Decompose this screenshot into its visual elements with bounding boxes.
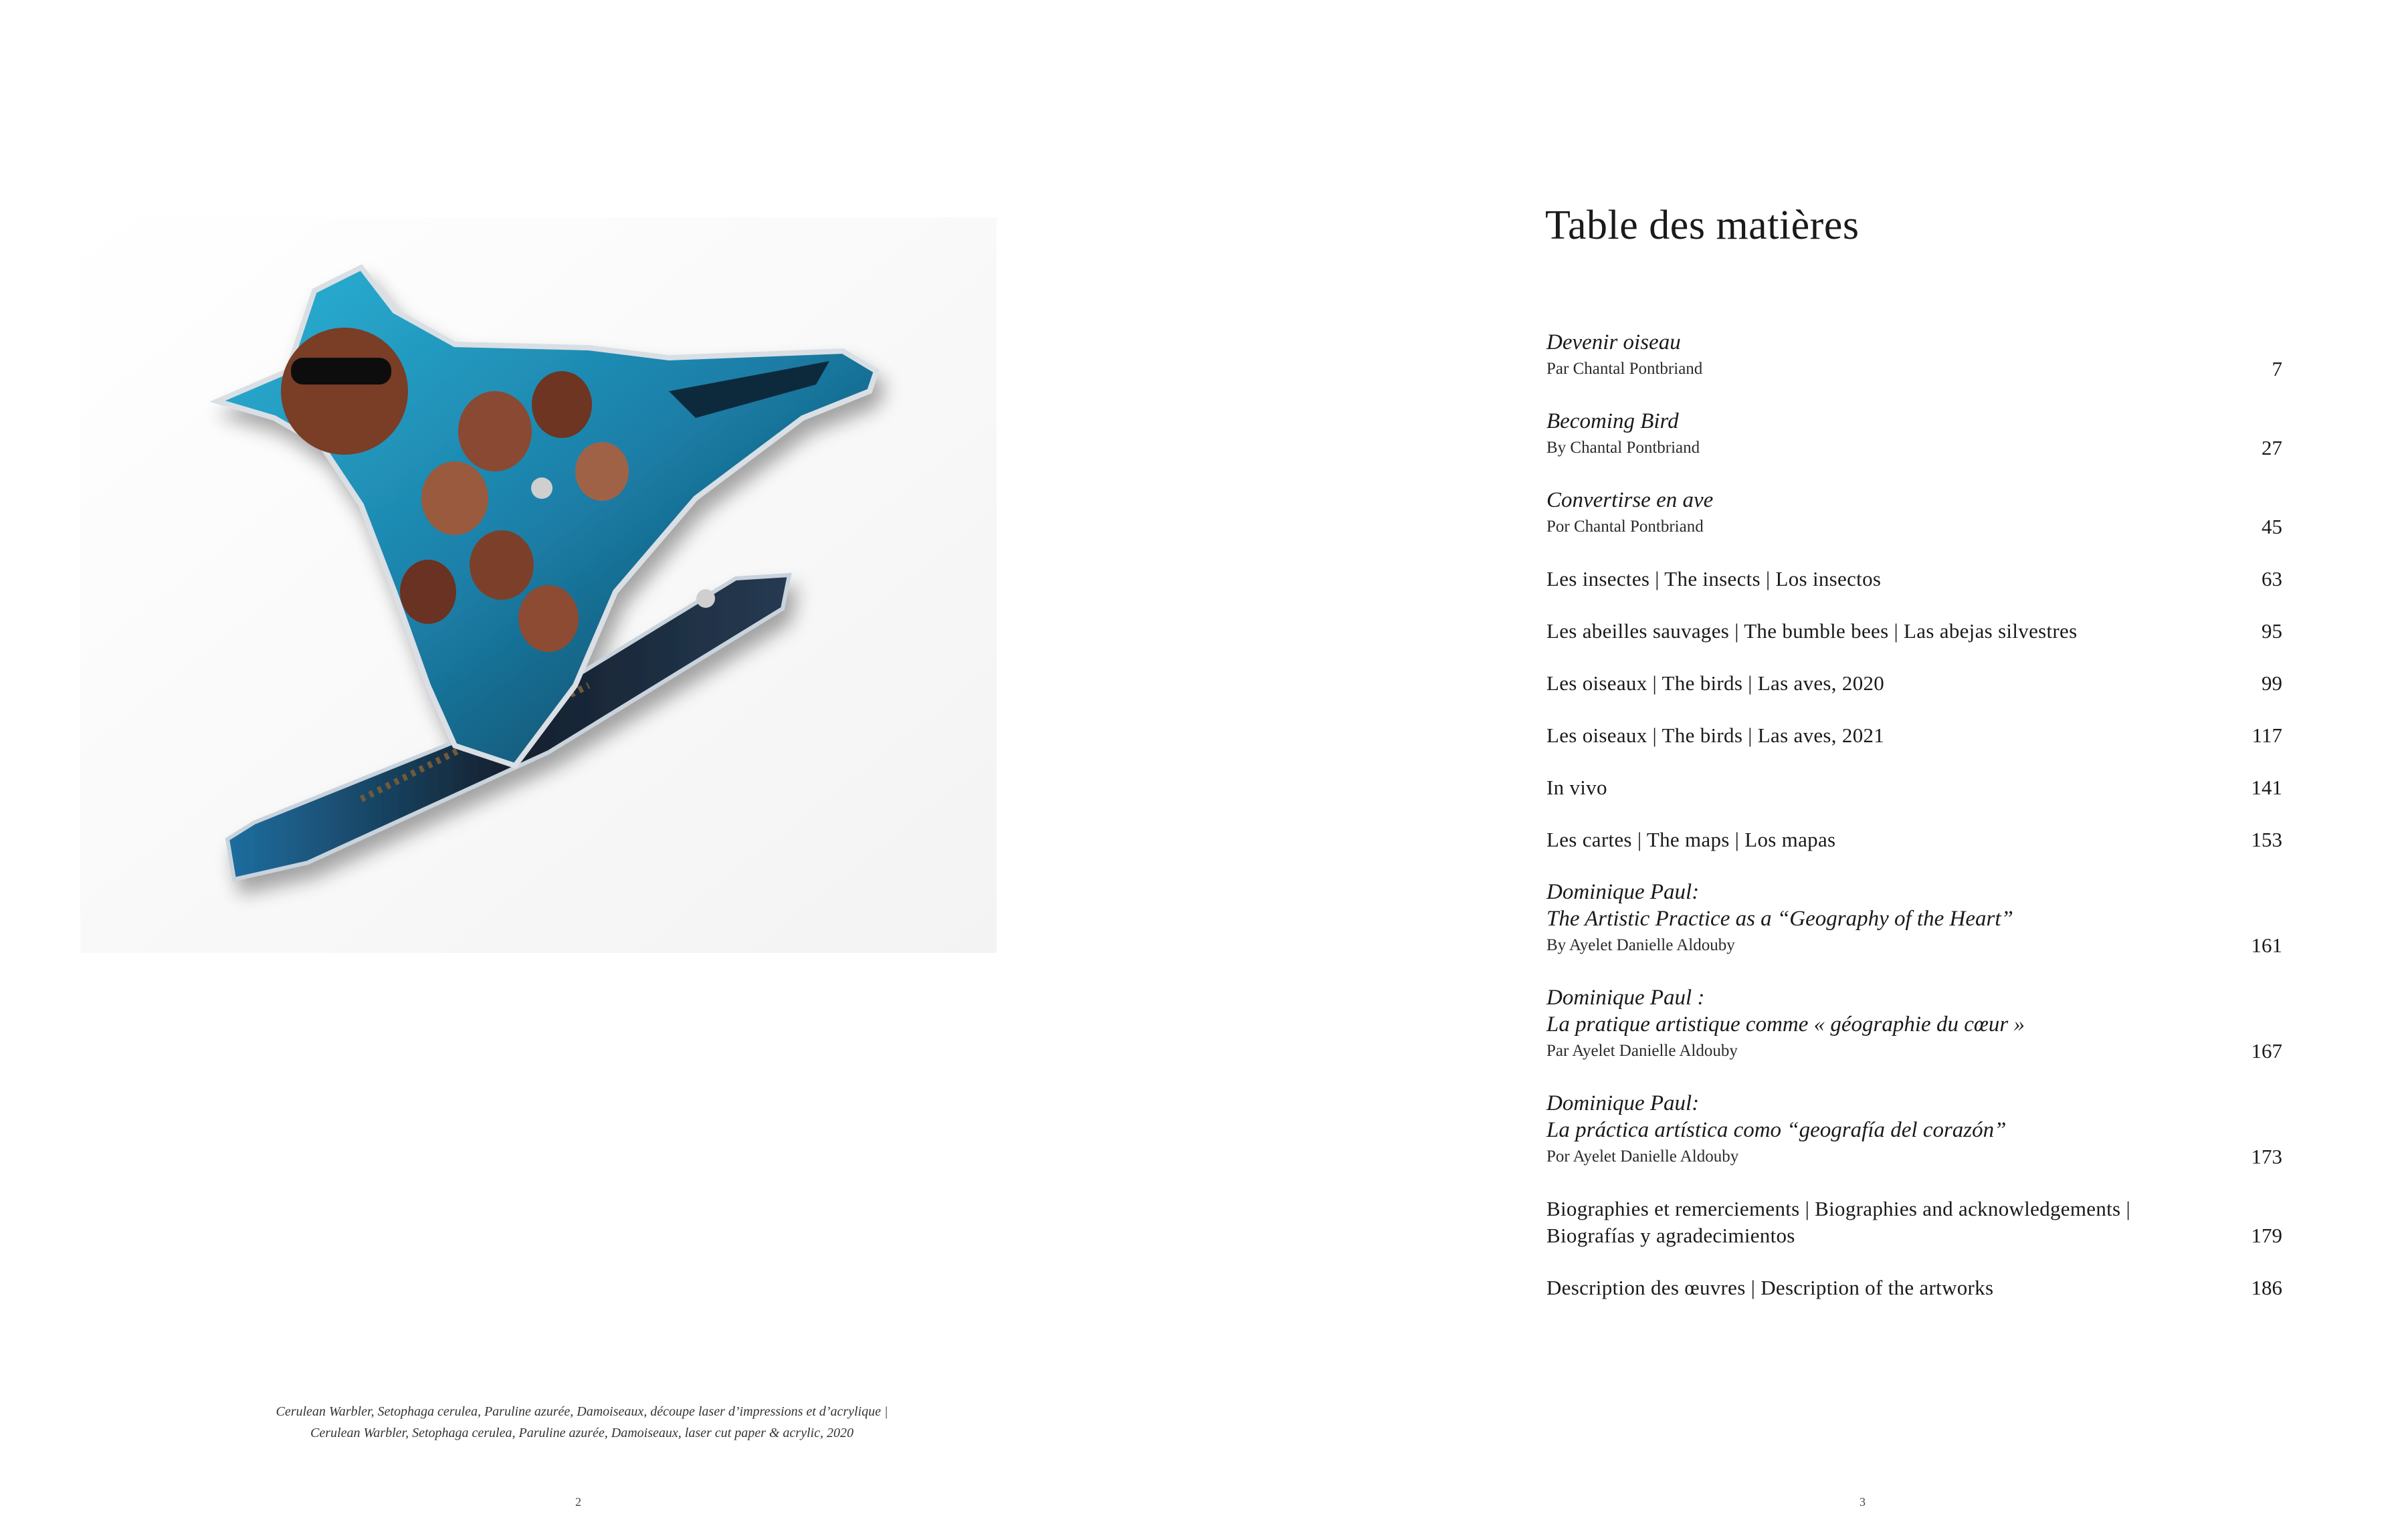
toc-entry-titles <box>1546 1196 2282 1249</box>
toc-entry[interactable] <box>1546 774 2282 801</box>
page-number-left: 2 <box>575 1495 581 1509</box>
toc-entry-titles <box>1546 329 2282 382</box>
toc-entry[interactable] <box>1546 670 2282 697</box>
caption-line-2: Cerulean Warbler, Setophaga cerulea, Paruline azurée, Damoiseaux, laser cut paper & acrylic, 2020 <box>310 1426 854 1440</box>
right-page <box>1204 0 2408 1538</box>
toc-entry-title: Les cartes | The maps | Los mapas <box>1546 828 1836 851</box>
toc-entry[interactable] <box>1546 1275 2282 1301</box>
toc-entry-title: Convertirse en ave <box>1546 488 1714 512</box>
toc-entry-page-number: 167 <box>2251 1039 2282 1063</box>
toc-entry-page-number: 161 <box>2251 933 2282 957</box>
toc-entry[interactable] <box>1546 566 2282 592</box>
toc-entry-page-number: 45 <box>2262 515 2282 538</box>
toc-entry-page-number: 179 <box>2251 1224 2282 1247</box>
toc-entry-titles <box>1546 670 2282 697</box>
toc-entry-page-number: 117 <box>2251 724 2282 747</box>
toc-entry[interactable] <box>1546 879 2282 959</box>
toc-entry-titles <box>1546 408 2282 461</box>
toc-entry-author: By Chantal Pontbriand <box>1546 439 1700 457</box>
toc-entry-title: Les oiseaux | The birds | Las aves, 2020 <box>1546 671 1885 695</box>
toc-entry[interactable] <box>1546 487 2282 540</box>
toc-entry-title: In vivo <box>1546 776 1607 799</box>
toc-entry-title: Les abeilles sauvages | The bumble bees | Las abejas silvestres <box>1546 619 2078 643</box>
toc-entry-titles <box>1546 1090 2282 1170</box>
toc-entry-page-number: 153 <box>2251 828 2282 851</box>
toc-entry[interactable] <box>1546 722 2282 749</box>
toc-entry[interactable] <box>1546 827 2282 853</box>
toc-title: Table des matières <box>1545 203 1860 248</box>
toc-entry-title: Devenir oiseau <box>1546 330 1681 354</box>
bird-collage-artwork <box>80 217 997 953</box>
toc-entry-title: The Artistic Practice as a “Geography of the Heart” <box>1546 907 2013 931</box>
toc-entry-titles <box>1546 774 2282 801</box>
toc-entry-author: Por Chantal Pontbriand <box>1546 518 1704 536</box>
toc-entry[interactable] <box>1546 618 2282 645</box>
toc-entry-title: La práctica artística como “geografía del corazón” <box>1546 1118 2007 1142</box>
toc-entry-page-number: 141 <box>2251 776 2282 799</box>
toc-entry-page-number: 173 <box>2251 1145 2282 1168</box>
toc-entry[interactable] <box>1546 408 2282 461</box>
artwork-caption <box>134 1401 1030 1444</box>
toc-entry-titles <box>1546 984 2282 1065</box>
toc-entry-title: Les oiseaux | The birds | Las aves, 2021 <box>1546 724 1885 747</box>
toc-entry-title: Description des œuvres | Description of the artworks <box>1546 1276 1994 1299</box>
toc-entry-author: Por Ayelet Danielle Aldouby <box>1546 1147 1739 1166</box>
page-number-right: 3 <box>1860 1495 1866 1509</box>
toc-entry-title: Dominique Paul: <box>1546 1091 1700 1115</box>
toc-entry-title: Biographies et remerciements | Biographies and acknowledgements | <box>1546 1197 2130 1220</box>
toc-entry-titles <box>1546 722 2282 749</box>
toc-entry-title: Biografías y agradecimientos <box>1546 1224 1795 1247</box>
toc-entry-author: By Ayelet Danielle Aldouby <box>1546 936 1735 954</box>
toc-entry-author: Par Chantal Pontbriand <box>1546 360 1703 378</box>
toc-entry-titles <box>1546 487 2282 540</box>
toc-entry-titles <box>1546 1275 2282 1301</box>
toc-entry-page-number: 7 <box>2272 357 2282 380</box>
toc-entry[interactable] <box>1546 1090 2282 1170</box>
toc-entry-page-number: 99 <box>2262 671 2282 695</box>
toc-entry-titles <box>1546 879 2282 959</box>
toc-entry-page-number: 63 <box>2262 567 2282 590</box>
toc-entry-author: Par Ayelet Danielle Aldouby <box>1546 1042 1738 1060</box>
toc-entry-page-number: 186 <box>2251 1276 2282 1299</box>
toc-entry-title: La pratique artistique comme « géographie du cœur » <box>1546 1012 2025 1036</box>
toc-entry-page-number: 95 <box>2262 619 2282 643</box>
toc-entry-title: Les insectes | The insects | Los insectos <box>1546 567 1882 590</box>
toc-entry-title: Becoming Bird <box>1546 409 1679 433</box>
table-of-contents <box>1546 329 2282 1327</box>
toc-entry[interactable] <box>1546 329 2282 382</box>
caption-line-1: Cerulean Warbler, Setophaga cerulea, Paruline azurée, Damoiseaux, découpe laser d’impressions et d’acrylique | <box>276 1404 888 1419</box>
toc-entry-titles <box>1546 618 2282 645</box>
toc-entry[interactable] <box>1546 984 2282 1065</box>
toc-entry-page-number: 27 <box>2262 436 2282 459</box>
toc-entry-title: Dominique Paul : <box>1546 986 1705 1010</box>
toc-entry-title: Dominique Paul: <box>1546 880 1700 904</box>
toc-entry-titles <box>1546 566 2282 592</box>
toc-entry[interactable] <box>1546 1196 2282 1249</box>
toc-entry-titles <box>1546 827 2282 853</box>
